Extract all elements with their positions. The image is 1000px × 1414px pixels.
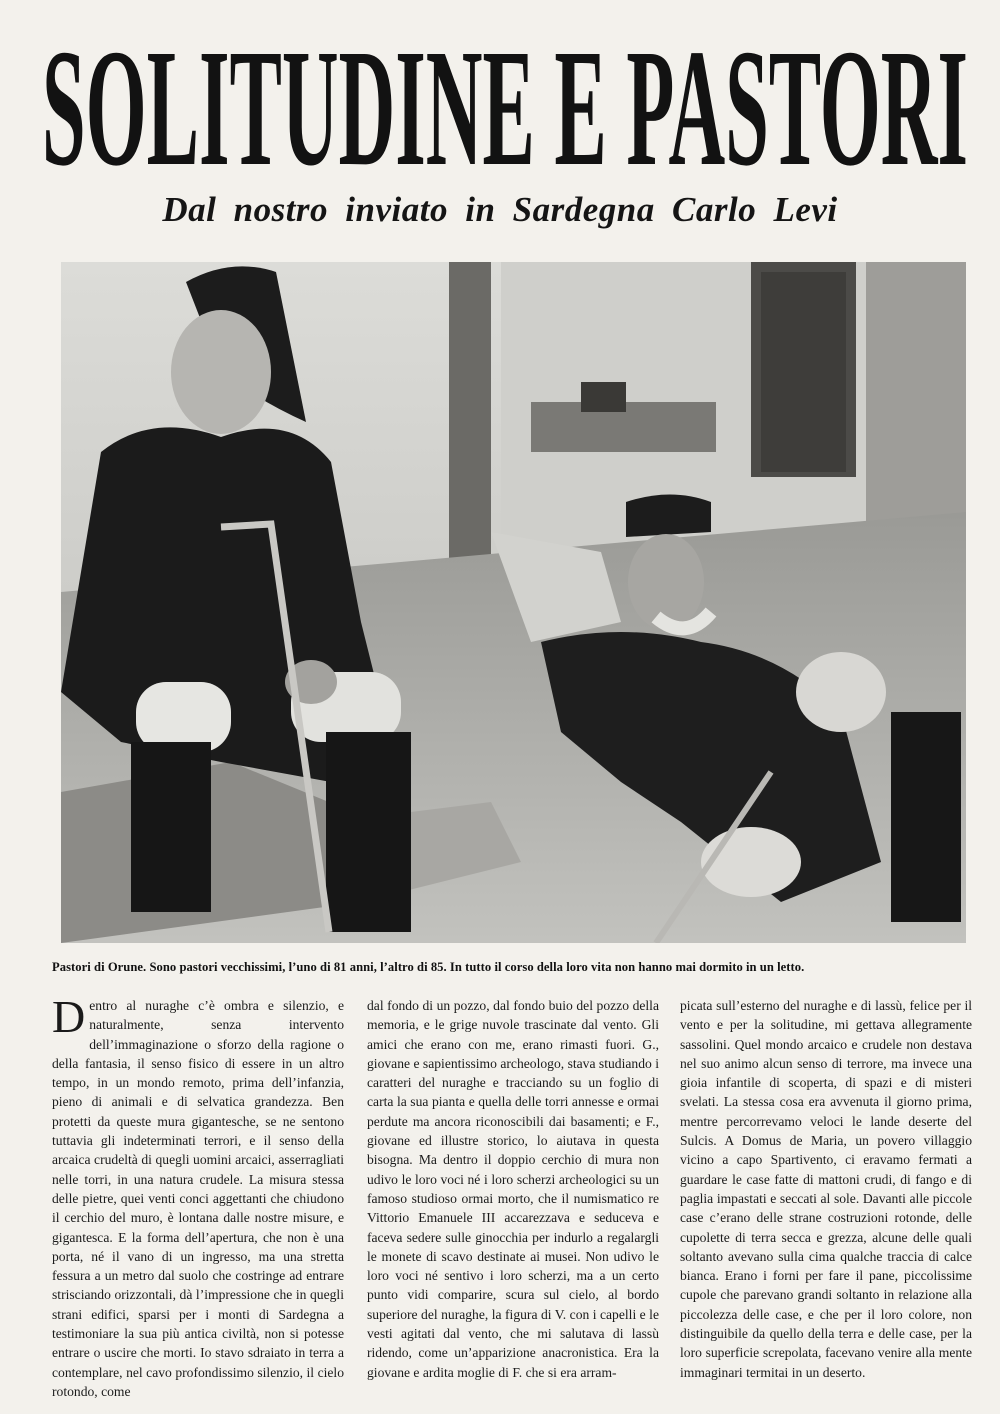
column-1-text: entro al nuraghe c’è ombra e silenzio, e naturalmente, senza intervento dell’immaginazione o sforzo della ragione o della fantasia, il senso fisico di essere in un altro tempo, in un mondo remoto, prima dell’infanzia, pieno di animali e di selvatica grandezza. Ben protetti da queste mura gigantesche, se ne sentono tuttavia gli indeterminati terrori, e il senso della arcaica crudeltà di quegli uomini arcaici, asserragliati nelle torri, in una natura crudele. La misura stessa delle pietre, quei venti conci aggettanti che chiudono il cerchio del muro, è lontana dalle nostre misure, e gigantesca. E la forma dell’apertura, che non è una porta, né il vano di un ingresso, ma una stretta fessura a un metro dal suolo che costringe ad entrare strisciando orizzontali, dà l’impressione che in quegli strani edifici, sparsi per i monti di Sardegna a testimoniare la sua più antica civiltà, non si potesse entrare o uscire che morti. Io stavo sdraiato in terra a contemplare, nel cavo profondissimo silenzio, il cielo rotondo, come xyxy=(52,998,344,1399)
photo-shepherds xyxy=(61,262,966,943)
article-column-1 xyxy=(52,991,344,1401)
headline-text: SOLITUDINE E PASTORI xyxy=(42,18,968,178)
headline xyxy=(40,18,970,178)
drop-cap: D xyxy=(52,991,86,1042)
byline: Dal nostro inviato in Sardegna Carlo Levi xyxy=(162,190,838,229)
article-column-2: dal fondo di un pozzo, dal fondo buio del pozzo della memoria, e le grige nuvole trascinate dal vento. Gli amici che erano con me, erano rimasti fuori. G., giovane e sapientissimo archeologo, stava studiando i caratteri del nuraghe e tracciando su un foglio di carta la sua pianta e quella delle torri annesse e ormai perdute ma ancora riconoscibili dai basamenti; e F., giovane ed illustre storico, lo aiutava in questa bisogna. Ma dentro il doppio cerchio di mura non udivo le loro voci né i loro scherzi archeologici su un famoso studioso ormai morto, che il numismatico re Vittorio Emanuele III accarezzava e seduceva e faceva sedere sulle ginocchia per indurlo a regalargli le monete di scavo destinate ai musei. Non udivo le loro voci né sentivo i loro scherzi, ma a un certo punto vidi comparire, scura sul cielo, al bordo superiore del nuraghe, la figura di V. con i capelli e le vesti agitati dal vento, che mi salutava di lassù ridendo, come un’apparizione anacronistica. Era la giovane e ardita moglie di F. che si era arram- xyxy=(367,998,659,1380)
article-column-3: picata sull’esterno del nuraghe e di lassù, felice per il vento e per la solitudine, mi gettava allegramente sassolini. Quel mondo arcaico e crudele non destava nel suo animo alcun senso di terrore, ma invece una gioia infantile di scoperta, di spazi e di misteri svelati. La stessa cosa era avvenuta il giorno prima, mentre percorrevamo veloci le lande deserte del Sulcis. A Domus de Maria, un povero villaggio vicino a capo Spartivento, ci eravamo fermati a guardare le case fatte di mattoni crudi, di fango e di paglia impastati e seccati al sole. Davanti alle piccole case c’erano delle strane costruzioni rotonde, delle cupolette di terra secca e grezza, alcune delle quali soltanto avevano sulla cima qualche traccia di calce bianca. Erano i forni per fare il pane, piccolissime cupole che parevano grandi soltanto in relazione alla piccolezza delle case, e che per il loro colore, non distinguibile da quello della terra e delle case, per la loro superficie screpolata, facevano venire alla mente immaginari termitai in un deserto. xyxy=(680,998,972,1380)
photo-caption: Pastori di Orune. Sono pastori vecchissimi, l’uno di 81 anni, l’altro di 85. In tutto il corso della loro vita non hanno mai dormito in un letto. xyxy=(52,960,805,974)
